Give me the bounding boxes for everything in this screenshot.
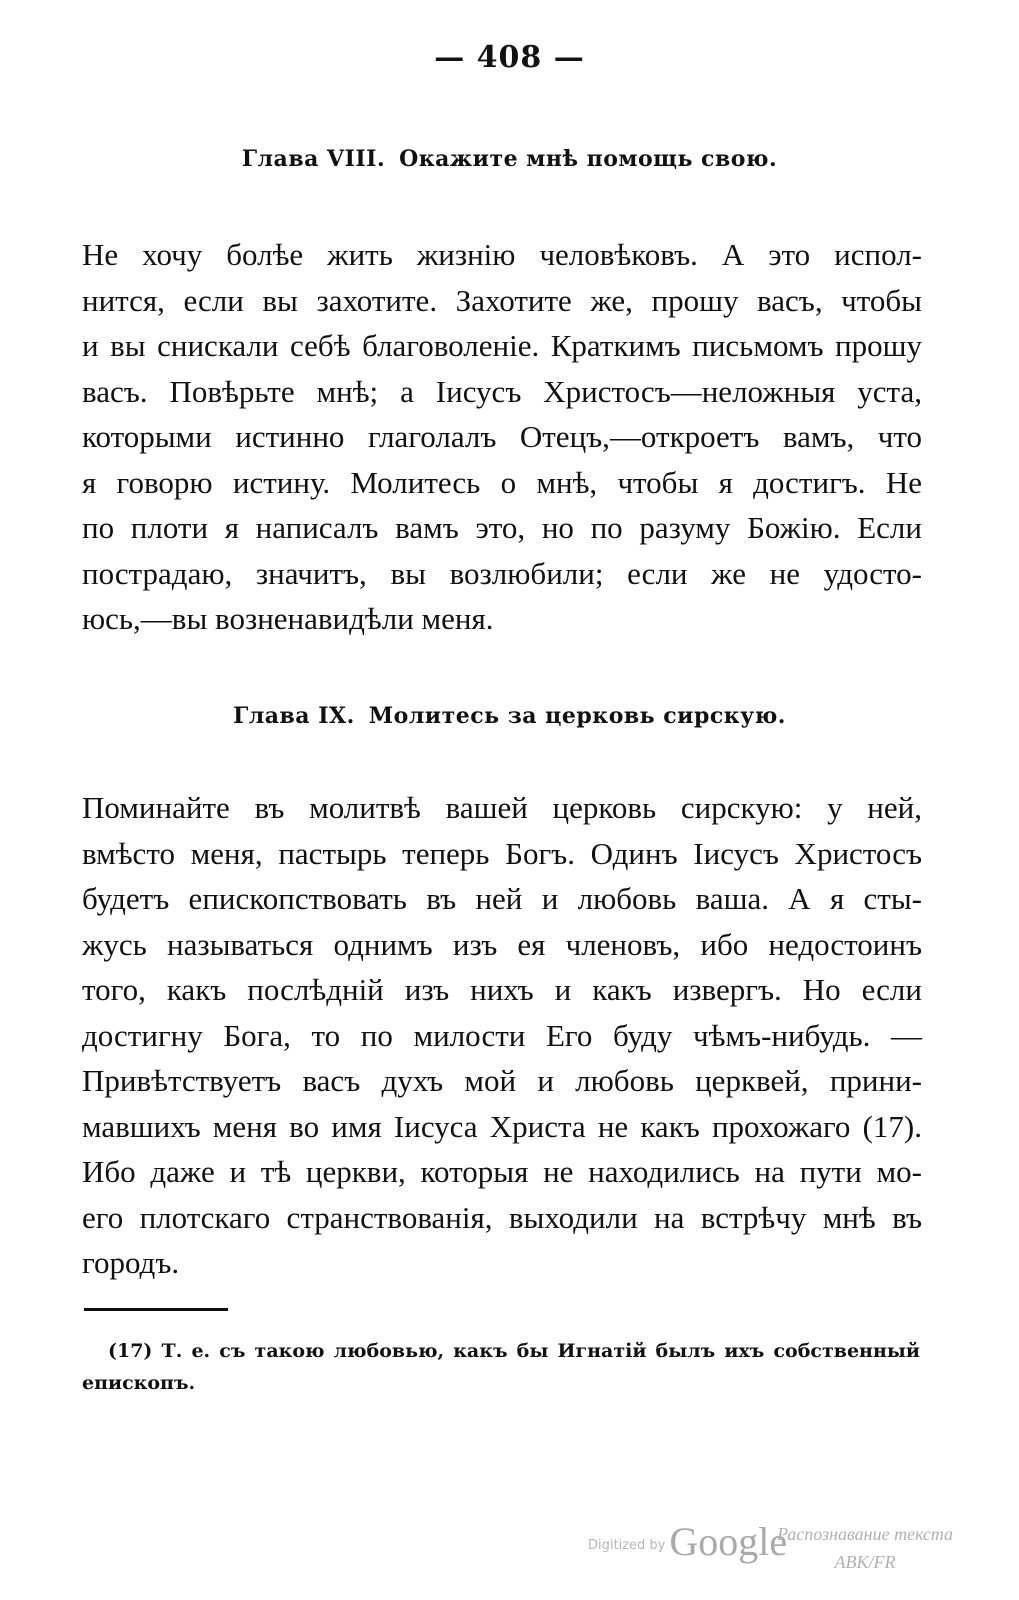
chapter-8-title: Окажите мнѣ помощь свою.	[399, 146, 778, 172]
chapter-9-heading	[0, 703, 1019, 729]
recognition-watermark	[760, 1520, 970, 1576]
recognition-line: ABK/FR	[834, 1552, 896, 1572]
chapter-9-number: Глава IX.	[233, 703, 355, 729]
text-line: и вы снискали себѣ благоволеніе. Краткимъ письмомъ прошу	[82, 328, 922, 363]
text-line: Не хочу болѣе жить жизнію человѣковъ. А это испол-	[82, 237, 922, 272]
text-line: достигну Бога, то по милости Его буду чѣмъ-нибудь. —	[82, 1017, 922, 1053]
digitized-label: Digitized by	[588, 1538, 666, 1553]
text-line: нится, если вы захотите. Захотите же, прошу васъ, чтобы	[82, 282, 922, 318]
footnote-divider	[84, 1308, 228, 1311]
chapter-9-title: Молитесь за церковь сирскую.	[368, 703, 786, 729]
text-line: мавшихъ меня во имя Іисуса Христа не какъ прохожаго (17).	[82, 1108, 922, 1144]
text-line: пострадаю, значитъ, вы возлюбили; если же не удосто-	[82, 555, 922, 591]
text-line: Ибо даже и тѣ церкви, которыя не находились на пути мо-	[82, 1154, 922, 1189]
footnote-line: епископъ.	[82, 1372, 196, 1394]
text-line: васъ. Повѣрьте мнѣ; а Іисусъ Христосъ—неложныя уста,	[82, 373, 922, 409]
text-line: жусь называться однимъ изъ ея членовъ, ибо недостоинъ	[82, 926, 922, 962]
text-line: Привѣтствуетъ васъ духъ мой и любовь церквей, прини-	[82, 1063, 922, 1098]
text-line: которыми истинно глаголалъ Отецъ,—откроетъ вамъ, что	[82, 419, 922, 454]
text-line: будетъ епископствовать въ ней и любовь ваша. А я сты-	[82, 881, 922, 916]
footnote	[82, 1335, 920, 1399]
digitized-by-google-watermark	[588, 1518, 787, 1565]
text-line: вмѣсто меня, пастырь теперь Богъ. Одинъ Іисусъ Христосъ	[82, 835, 922, 871]
google-logo: Google	[669, 1519, 788, 1564]
text-line: его плотскаго странствованія, выходили на встрѣчу мнѣ въ	[82, 1199, 922, 1235]
chapter-8-paragraph	[82, 232, 922, 642]
text-line: Поминайте въ молитвѣ вашей церковь сирскую: у ней,	[82, 790, 922, 825]
page-number: — 408 —	[434, 40, 585, 75]
text-line: по плоти я написалъ вамъ это, но по разуму Божію. Если	[82, 510, 922, 545]
chapter-8-heading	[0, 146, 1019, 172]
text-line: того, какъ послѣдній изъ нихъ и какъ извергъ. Но если	[82, 972, 922, 1007]
recognition-line: Распознавание текста	[776, 1524, 954, 1544]
text-line: я говорю истину. Молитесь о мнѣ, чтобы я достигъ. Не	[82, 464, 922, 500]
chapter-8-number: Глава VIII.	[241, 146, 386, 172]
chapter-9-paragraph	[82, 785, 922, 1286]
footnote-line: (17) Т. е. съ такою любовью, какъ бы Игнатій былъ ихъ собственный	[108, 1340, 920, 1362]
text-line: юсь,—вы возненавидѣли меня.	[82, 601, 494, 636]
text-line: городъ.	[82, 1245, 180, 1280]
